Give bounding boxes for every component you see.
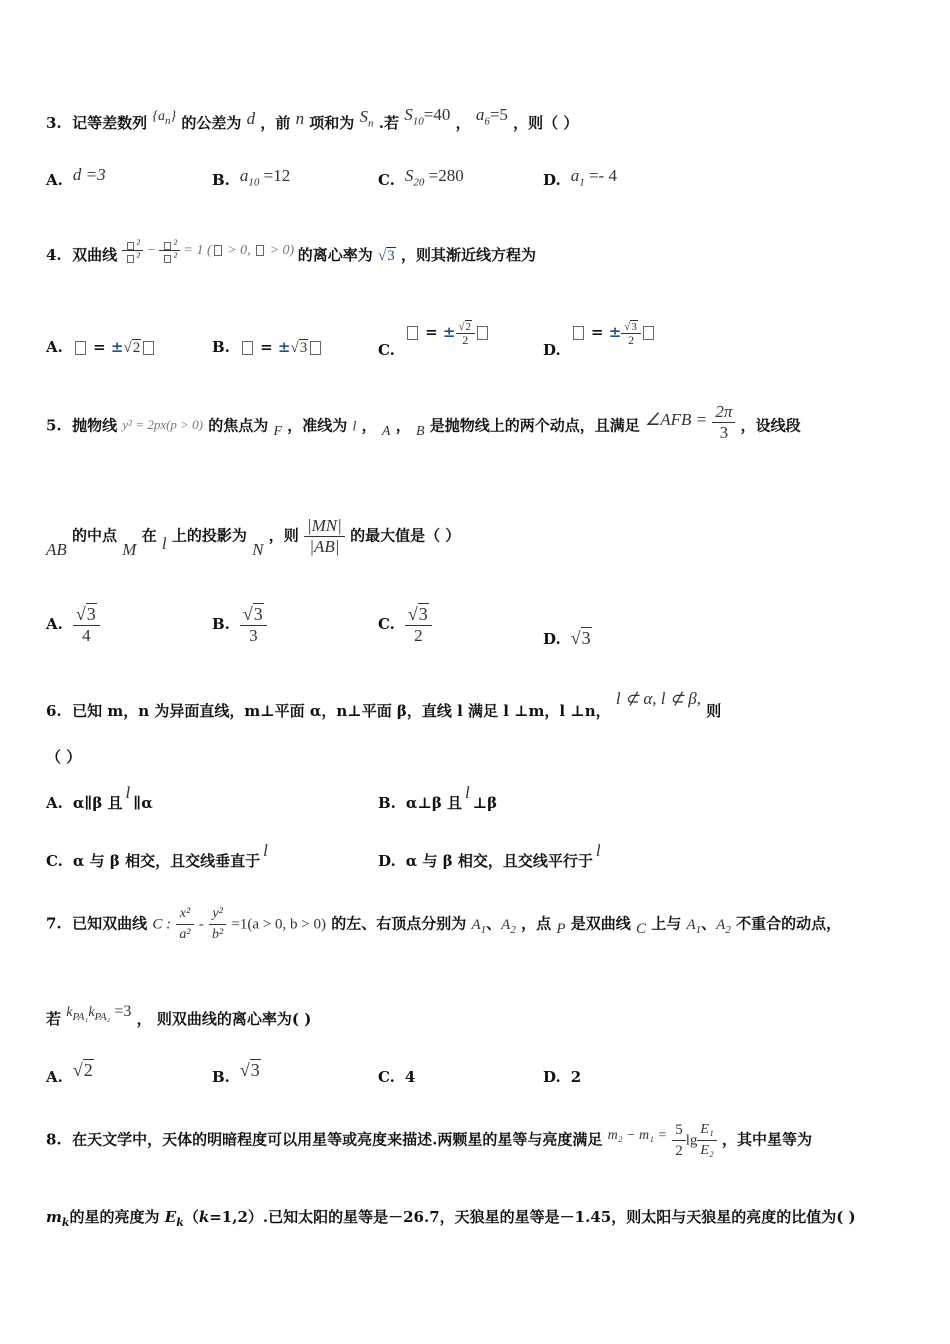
q4-stem: 4. 双曲线 $\frac{\text{²}}{\text{²}}$ − $\frac{\text{²}}{\text{²}}$ = 1 ( > 0, > 0) 的离心率为 √3 ，则其渐近线方程为: [46, 237, 536, 265]
q6-option-d[interactable]: D. α 与 β 相交，且交线平行于l: [378, 841, 601, 870]
q7-option-b[interactable]: B. √3: [212, 1060, 260, 1086]
q8-stem-line1: 8. 在天文学中，天体的明暗程度可以用星等或亮度来描述.两颗星的星等与亮度满足 m₂ − m₁ = $\frac{5}{2}$ lg $\frac{\text{E₁}}{\text{E₂}}$ ，其中星等为: [46, 1122, 813, 1159]
q6-option-a[interactable]: A. α∥β 且l∥α: [46, 783, 153, 812]
q7-stem-line2: 若 $k_{PA_1}k_{PA_2} =3$ ， 则双曲线的离心率为( ): [46, 1003, 312, 1028]
q6-stem: 6. 已知 m，n 为异面直线，m⊥平面 α，n⊥平面 β，直线 l 满足 l ⊥m，l ⊥n， l ⊄ α, l ⊄ β, 则: [46, 689, 722, 720]
q4-option-d[interactable]: D. = ± $\frac{√3}{2}$: [543, 320, 656, 346]
q8-stem-line2: $m_k$的星的亮度为 $E_k(k=1,2)$.已知太阳的星等是－26.7，天狼星的星等是－1.45，则太阳与天狼星的亮度的比值为( ): [46, 1208, 856, 1229]
q7-option-a[interactable]: A. √2: [46, 1060, 93, 1086]
q4-option-c[interactable]: C. = ± $\frac{√2}{2}$: [378, 320, 490, 346]
q7-stem-line1: 7. 已知双曲线 C : $\frac{\text{x²}}{\text{a²}}$ - $\frac{\text{y²}}{\text{b²}}$ =1(a > 0, b > 0) 的左、右顶点分别为 $A_1$、$A_2$ ，点 P 是双曲线 C 上与 $A_1$、$A_2$ 不重合的动点，: [46, 906, 842, 942]
q3-option-a[interactable]: A. d =3: [46, 165, 106, 189]
q6-paren: （ ）: [46, 748, 82, 766]
q3-option-d[interactable]: D. $a_1 =- 4$: [543, 166, 617, 189]
q5-stem-line2: AB 的中点 M 在 l 上的投影为 N ，则 $\frac{|MN|}{|AB|}$ 的最大值是（ ）: [46, 516, 461, 559]
q3-option-c[interactable]: C. $S_{20} =280$: [378, 166, 464, 189]
q4-option-a[interactable]: A. = ±√2: [46, 338, 156, 357]
q5-option-b[interactable]: B. $\frac{√3}{3}$: [212, 604, 267, 646]
q7-option-d[interactable]: D. 2: [543, 1068, 582, 1086]
q5-stem-line1: 5. 抛物线 y² = 2px(p > 0) 的焦点为 F ，准线为 l ， A ， B 是抛物线上的两个动点，且满足 ∠AFB = $\frac{2\pi}{3}$ ，设线段: [46, 402, 801, 442]
q4-hyperbola-equation: $\frac{\text{²}}{\text{²}}$ − $\frac{\text{²}}{\text{²}}$ = 1 ( > 0, > 0): [122, 243, 297, 258]
q6-option-b[interactable]: B. α⊥β 且l⊥β: [378, 783, 498, 812]
q5-option-d[interactable]: D. √3: [543, 628, 591, 648]
q6-option-c[interactable]: C. α 与 β 相交，且交线垂直于l: [46, 841, 268, 870]
q5-option-c[interactable]: C. $\frac{√3}{2}$: [378, 604, 432, 646]
q7-option-c[interactable]: C. 4: [378, 1068, 416, 1086]
q3-option-b[interactable]: B. $a_{10} =12$: [212, 166, 291, 189]
q4-option-b[interactable]: B. = ±√3: [212, 338, 323, 357]
q5-option-a[interactable]: A. $\frac{√3}{4}$: [46, 604, 100, 646]
q3-stem: 3. 记等差数列 $\{a_n\}$ 的公差为 d ，前 n 项和为 $S_n$ .若 $S_{10}=40$ ， $a_6=5$ ，则（ ）: [46, 105, 579, 132]
